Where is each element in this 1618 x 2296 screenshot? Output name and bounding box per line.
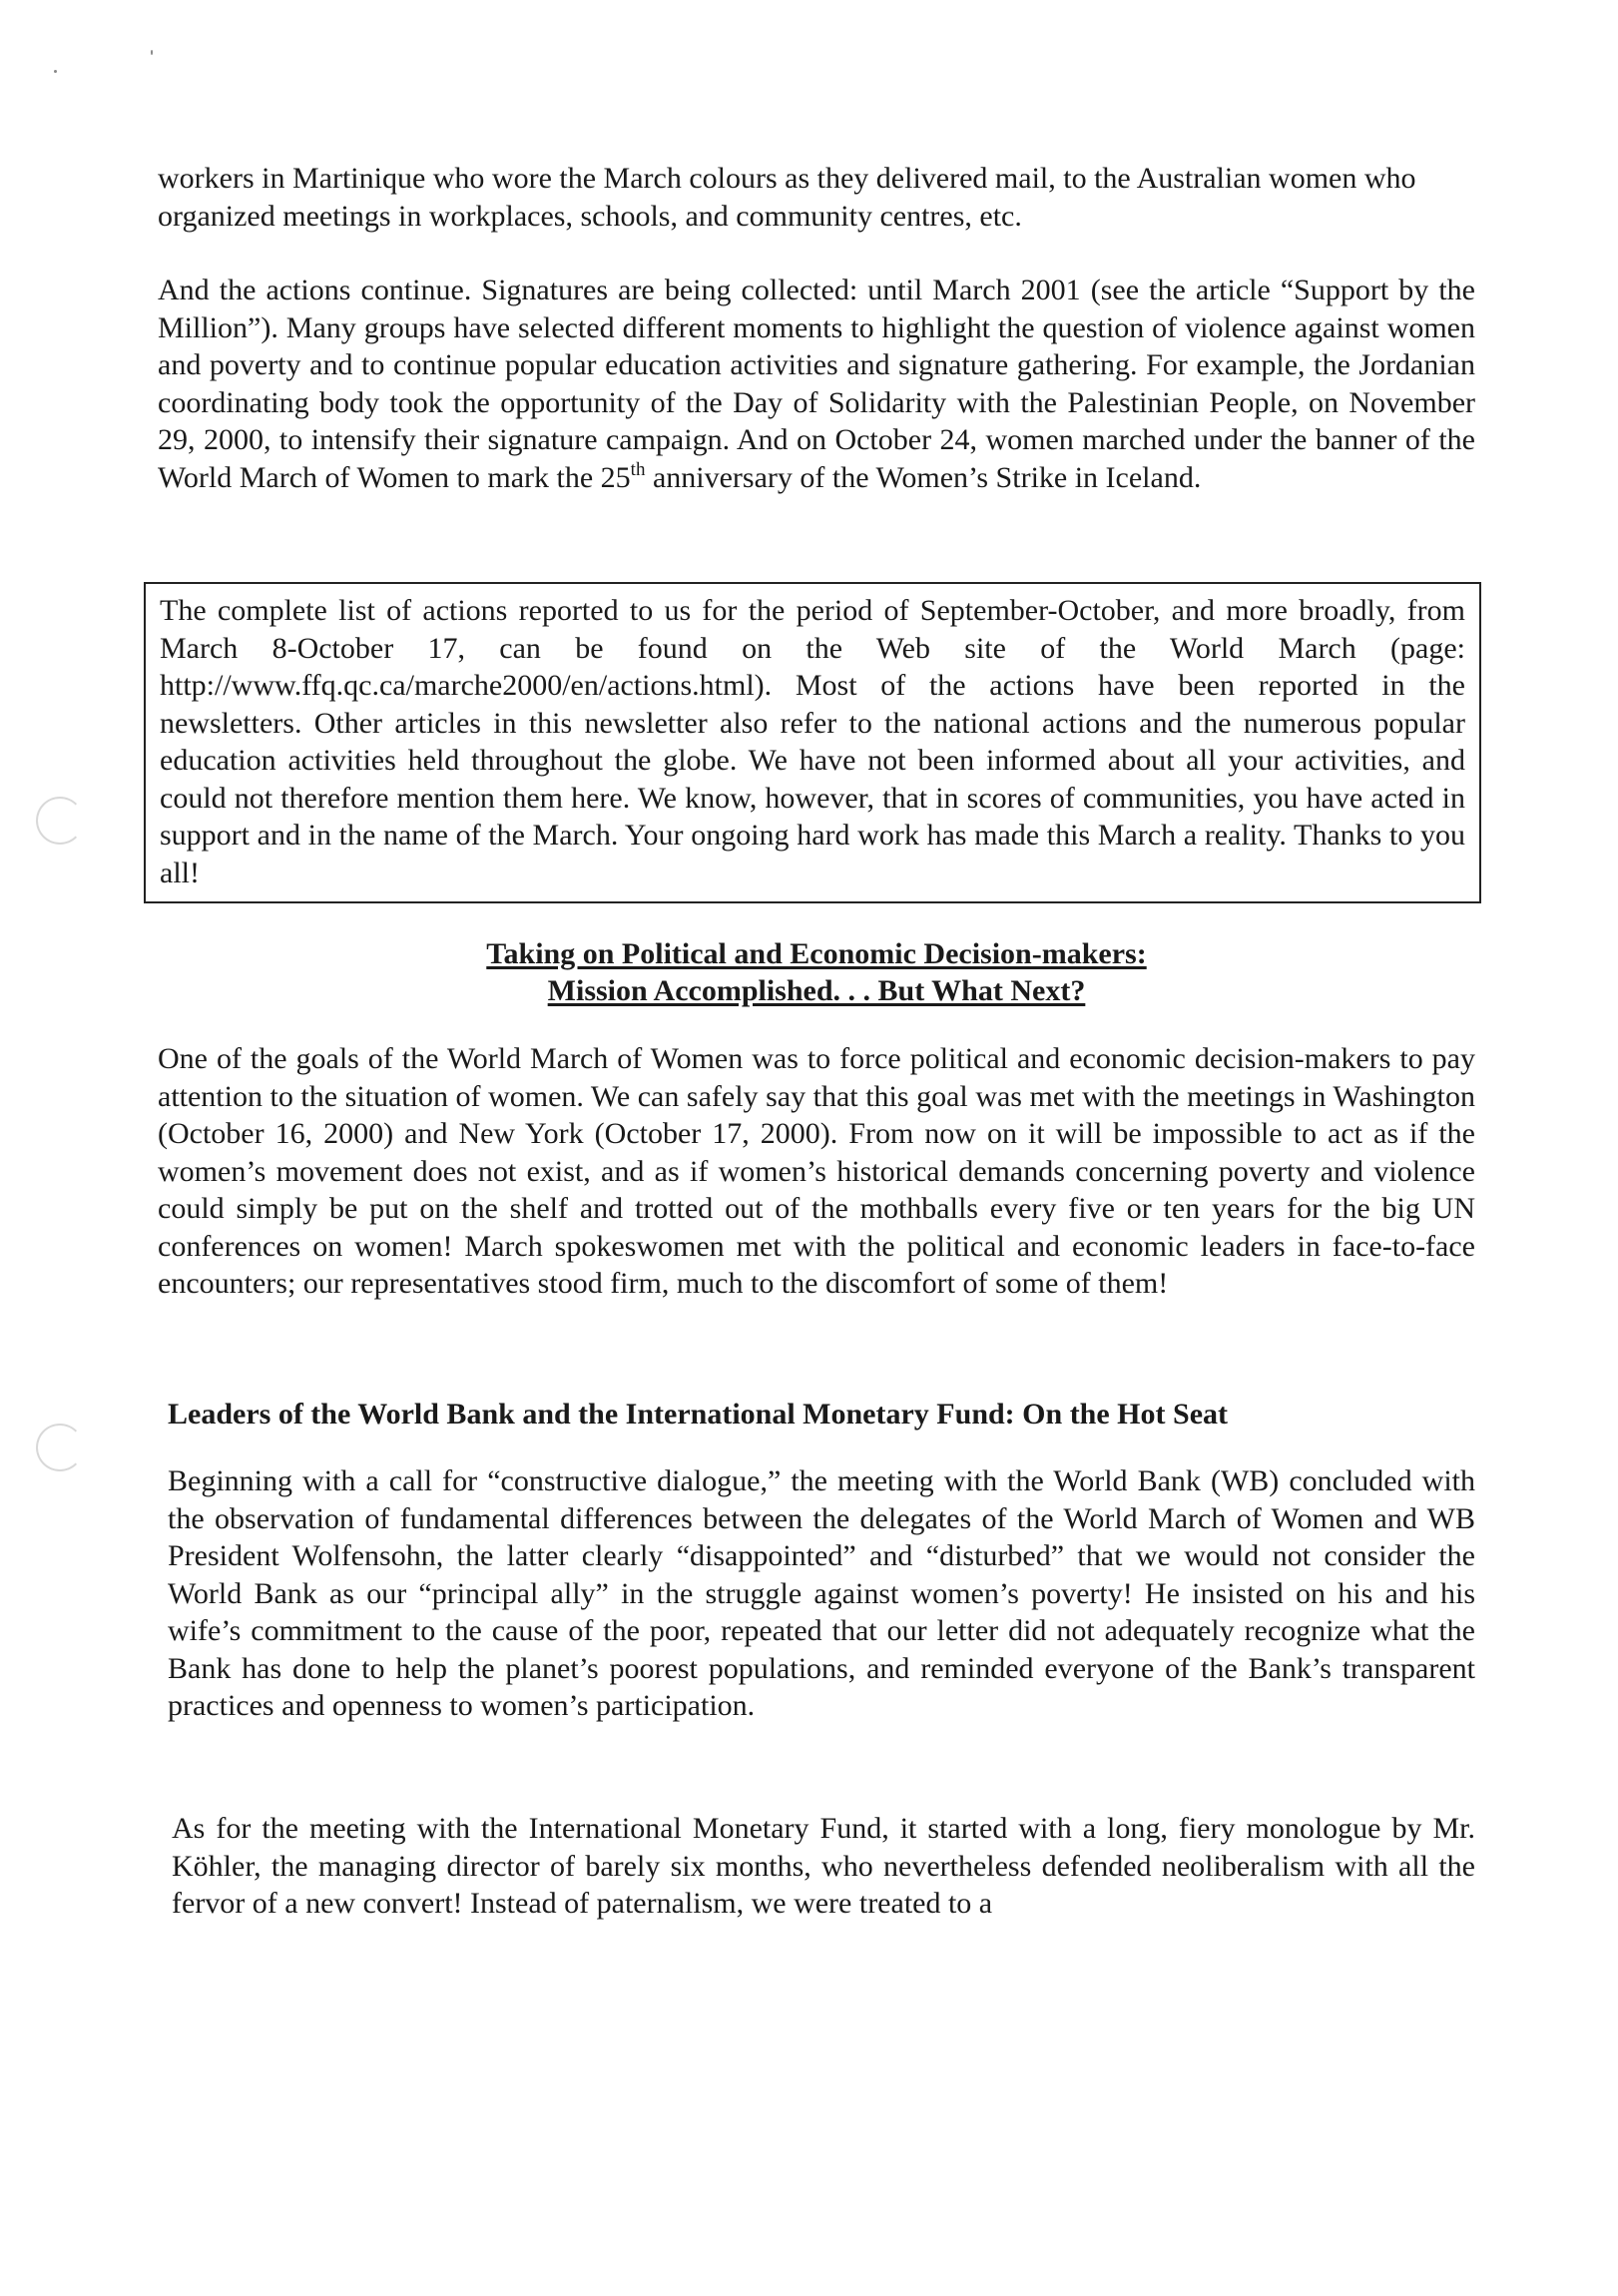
section-heading-line-2: Mission Accomplished. . . But What Next? (547, 974, 1086, 1007)
paragraph-world-bank-meeting: Beginning with a call for “constructive dialogue,” the meeting with the World Bank (WB) concluded with the observation of fundamental differences between the delegates of the World March of Women and WB President Wolfensohn, the latter clearly “disappointed” and “disturbed” that we would not consider the World Bank as our “principal ally” in the struggle against women’s poverty! He insisted on his and his wife’s commitment to the cause of the poor, repeated that our letter did not adequately recognize what the Bank has done to help the planet’s poorest populations, and reminded everyone of the Bank’s transparent practices and openness to women’s participation. (168, 1464, 1475, 1722)
paragraph-actions-continue (158, 272, 1475, 496)
paragraph-workers-martinique: workers in Martinique who wore the March colours as they delivered mail, to the Australian women who organized meetings in workplaces, schools, and community centres, etc. (158, 162, 1416, 233)
paragraph-text: And the actions continue. Signatures are being collected: until March 2001 (see the article “Support by the Million”). Many groups have selected different moments to highlight the question of violence against women and poverty and to continue popular education activities and signature gathering. For example, the Jordanian coordinating body took the opportunity of the Day of Solidarity with the Palestinian People, on November 29, 2000, to intensify their signature campaign. And on October 24, women marched under the banner of the World March of Women to mark the 25 (158, 274, 1475, 494)
paragraph-text: anniversary of the Women’s Strike in Iceland. (645, 460, 1202, 494)
paragraph-imf-meeting: As for the meeting with the International Monetary Fund, it started with a long, fiery monologue by Mr. Köhler, the managing director of barely six months, who nevertheless defended neoliberalism with all the fervor of a new convert! Instead of paternalism, we were treated to a (172, 1812, 1475, 1920)
punch-hole-mark (36, 1424, 84, 1471)
scan-speck (54, 70, 57, 73)
subheading-world-bank-imf: Leaders of the World Bank and the International Monetary Fund: On the Hot Seat (168, 1398, 1228, 1431)
paragraph-goals: One of the goals of the World March of Women was to force political and economic decision-makers to pay attention to the situation of women. We can safely say that this goal was met with the meetings in Washington (October 16, 2000) and New York (October 17, 2000). From now on it will be impossible to act as if the women’s movement does not exist, and as if women’s historical demands concerning poverty and violence could simply be put on the shelf and trotted out of the mothballs every five or ten years for the big UN conferences on women! March spokeswomen met with the political and economic leaders in face-to-face encounters; our representatives stood firm, much to the discomfort of some of them! (158, 1042, 1475, 1300)
scan-speck (151, 50, 153, 55)
callout-text: The complete list of actions reported to us for the period of September-October, and more broadly, from March 8-October 17, can be found on the Web site of the World March (page: http://www.ffq.qc.ca/marche2000/en/actions.html). Most of the actions have been reported in the newsletters. Other articles in this newsletter also refer to the national actions and the numerous popular education activities held throughout the globe. We have not been informed about all your activities, and could not therefore mention them here. We know, however, that in scores of communities, you have acted in support and in the name of the March. Your ongoing hard work has made this March a reality. Thanks to you all! (160, 594, 1465, 889)
section-heading-line-1: Taking on Political and Economic Decision-makers: (486, 937, 1147, 970)
superscript-ordinal: th (630, 458, 646, 480)
actions-list-callout-box (144, 582, 1481, 903)
punch-hole-mark (36, 797, 84, 845)
